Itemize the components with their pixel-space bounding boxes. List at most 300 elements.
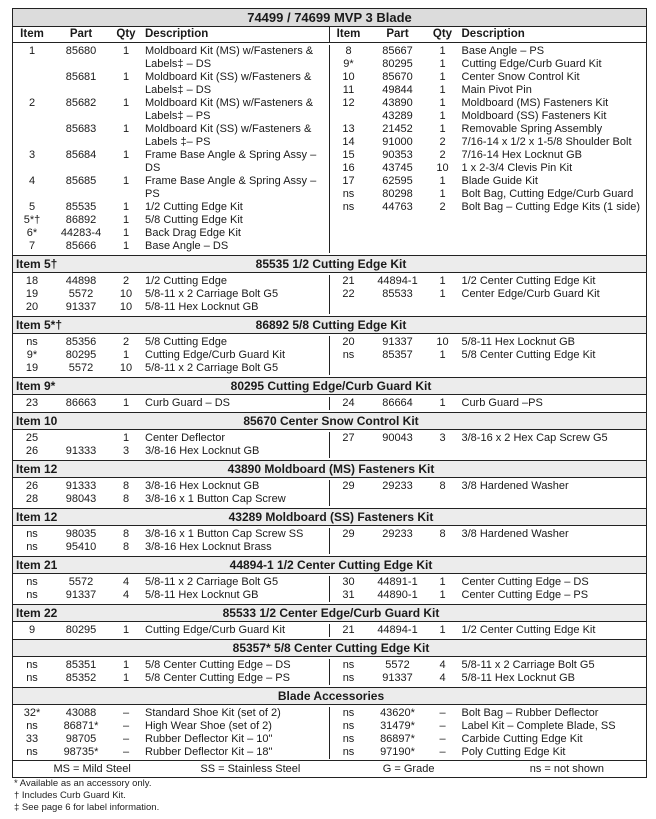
item-number: 32* bbox=[23, 707, 41, 719]
section-left-column bbox=[13, 659, 330, 685]
part-number: 21452 bbox=[382, 123, 413, 135]
quantity: 2 bbox=[439, 201, 446, 213]
section-left-column bbox=[13, 624, 330, 637]
part-number: 80295 bbox=[65, 349, 97, 361]
section-header bbox=[13, 688, 646, 705]
kit-section bbox=[13, 316, 646, 377]
description: Moldboard Kit (SS) w/Fasteners & Labels‡ – DS bbox=[145, 71, 312, 96]
item-number: ns bbox=[26, 720, 38, 732]
quantity: – bbox=[122, 720, 130, 732]
description: Carbide Cutting Edge Kit bbox=[461, 733, 583, 745]
table-row bbox=[330, 746, 647, 759]
section-header bbox=[13, 640, 646, 657]
part-number: 29233 bbox=[382, 480, 413, 492]
item-number: 27 bbox=[342, 432, 355, 444]
table-row bbox=[13, 227, 329, 240]
description: Cutting Edge/Curb Guard Kit bbox=[145, 624, 286, 636]
table-row bbox=[13, 97, 329, 123]
section-left-column bbox=[13, 275, 330, 314]
part-number: 43745 bbox=[382, 162, 413, 174]
part-number: 91337 bbox=[65, 301, 97, 313]
item-number: 9* bbox=[26, 349, 38, 361]
section-item-label: Item 10 bbox=[16, 414, 58, 428]
section-title: Blade Accessories bbox=[277, 689, 385, 703]
section-left-column bbox=[13, 432, 330, 458]
description: Frame Base Angle & Spring Assy – DS bbox=[145, 149, 317, 174]
part-number: 44283-4 bbox=[60, 227, 102, 239]
description: 3/8-16 x 1 Button Cap Screw SS bbox=[145, 528, 304, 540]
table-row bbox=[13, 201, 329, 214]
section-header bbox=[13, 256, 646, 273]
part-number: 85682 bbox=[65, 97, 97, 109]
quantity: 1 bbox=[439, 589, 446, 601]
part-number: 85683 bbox=[65, 123, 97, 135]
section-right-column bbox=[330, 624, 647, 637]
table-row bbox=[330, 275, 647, 288]
table-row bbox=[330, 288, 647, 301]
description: 5/8 Center Cutting Edge Kit bbox=[461, 349, 596, 361]
item-number: 4 bbox=[28, 175, 36, 187]
description: 5/8-11 Hex Locknut GB bbox=[145, 589, 259, 601]
table-row bbox=[13, 659, 329, 672]
table-row bbox=[13, 397, 329, 410]
description: 5/8 Cutting Edge Kit bbox=[145, 214, 243, 226]
legend-ss: SS = Stainless Steel bbox=[200, 763, 301, 775]
description: Base Angle – DS bbox=[145, 240, 229, 252]
description: Blade Guide Kit bbox=[461, 175, 538, 187]
table-row bbox=[330, 136, 647, 149]
item-number: ns bbox=[26, 576, 38, 588]
item-number: ns bbox=[342, 746, 355, 758]
quantity: 4 bbox=[439, 659, 446, 671]
part-number: 86664 bbox=[382, 397, 413, 409]
kit-section bbox=[13, 508, 646, 556]
item-number: 29 bbox=[342, 480, 355, 492]
item-number: 33 bbox=[25, 733, 39, 745]
item-number: 26 bbox=[25, 445, 39, 457]
item-number: 18 bbox=[25, 275, 39, 287]
quantity: 1 bbox=[122, 214, 130, 226]
quantity: 3 bbox=[122, 445, 130, 457]
part-number: 85684 bbox=[65, 149, 97, 161]
quantity: 1 bbox=[122, 240, 130, 252]
item-number: ns bbox=[342, 707, 355, 719]
quantity: 8 bbox=[122, 480, 130, 492]
item-number: 12 bbox=[342, 97, 355, 109]
item-number: 20 bbox=[25, 301, 39, 313]
table-row bbox=[330, 733, 647, 746]
item-number: 26 bbox=[25, 480, 39, 492]
kit-section bbox=[13, 460, 646, 508]
part-number: 91000 bbox=[382, 136, 413, 148]
section-right-column bbox=[330, 432, 647, 458]
quantity: 1 bbox=[439, 110, 446, 122]
item-number: 20 bbox=[342, 336, 355, 348]
part-number: 85533 bbox=[382, 288, 413, 300]
description: 7/16-14 x 1/2 x 1-5/8 Shoulder Bolt bbox=[461, 136, 632, 148]
table-row bbox=[330, 201, 647, 214]
description: 3/8 Hardened Washer bbox=[461, 480, 569, 492]
table-row bbox=[330, 123, 647, 136]
part-number: 85666 bbox=[65, 240, 97, 252]
table-row bbox=[13, 707, 329, 720]
quantity: 10 bbox=[436, 162, 449, 174]
section-item-label: Item 21 bbox=[16, 558, 58, 572]
description: 7/16-14 Hex Locknut GB bbox=[461, 149, 582, 161]
table-row bbox=[330, 175, 647, 188]
part-number: 43088 bbox=[65, 707, 97, 719]
table-row bbox=[13, 589, 329, 602]
part-number: 5572 bbox=[68, 362, 94, 374]
table-row bbox=[13, 288, 329, 301]
section-item-label: Item 9* bbox=[16, 379, 56, 393]
section-left-column bbox=[13, 576, 330, 602]
description: 3/8-16 Hex Locknut Brass bbox=[145, 541, 272, 553]
table-row bbox=[13, 624, 329, 637]
item-number: 1 bbox=[28, 45, 36, 57]
table-row bbox=[13, 672, 329, 685]
description: Center Deflector bbox=[145, 432, 226, 444]
quantity: 10 bbox=[119, 288, 133, 300]
item-number: 5 bbox=[28, 201, 36, 213]
quantity: 10 bbox=[119, 362, 133, 374]
quantity: 1 bbox=[439, 123, 446, 135]
description: Back Drag Edge Kit bbox=[145, 227, 241, 239]
table-row bbox=[330, 624, 647, 637]
description: Cutting Edge/Curb Guard Kit bbox=[145, 349, 286, 361]
part-number: 91333 bbox=[65, 445, 97, 457]
quantity: 1 bbox=[122, 659, 130, 671]
section-title: 85357* 5/8 Center Cutting Edge Kit bbox=[232, 641, 430, 655]
quantity: 8 bbox=[122, 528, 130, 540]
quantity: 1 bbox=[439, 58, 446, 70]
section-header bbox=[13, 317, 646, 334]
description: Center Edge/Curb Guard Kit bbox=[461, 288, 600, 300]
description: 3/8-16 x 1 Button Cap Screw bbox=[145, 493, 286, 505]
item-number: ns bbox=[342, 659, 355, 671]
item-number: 5*† bbox=[23, 214, 41, 226]
item-number: 8 bbox=[345, 45, 352, 57]
table-row bbox=[330, 659, 647, 672]
col-part: Part bbox=[386, 28, 409, 40]
section-header bbox=[13, 461, 646, 478]
item-number: 29 bbox=[342, 528, 355, 540]
part-number: 98043 bbox=[65, 493, 97, 505]
col-item: Item bbox=[336, 28, 361, 40]
section-title: 44894-1 1/2 Center Cutting Edge Kit bbox=[229, 558, 433, 572]
item-number: ns bbox=[26, 541, 38, 553]
quantity: 1 bbox=[122, 349, 130, 361]
item-number: 19 bbox=[25, 288, 39, 300]
table-row bbox=[13, 214, 329, 227]
part-number: 85685 bbox=[65, 175, 97, 187]
description: Main Pivot Pin bbox=[461, 84, 532, 96]
section-right-column bbox=[330, 336, 647, 375]
item-number: ns bbox=[26, 589, 38, 601]
description: 5/8-11 x 2 Carriage Bolt G5 bbox=[145, 288, 279, 300]
section-title: 85533 1/2 Center Edge/Curb Guard Kit bbox=[222, 606, 440, 620]
item-number: 17 bbox=[342, 175, 355, 187]
part-number: 44894-1 bbox=[377, 624, 418, 636]
table-row bbox=[13, 541, 329, 554]
table-row bbox=[13, 301, 329, 314]
section-right-column bbox=[330, 659, 647, 685]
description: 5/8 Center Cutting Edge – PS bbox=[145, 672, 290, 684]
section-left-column bbox=[13, 397, 330, 410]
item-number: 24 bbox=[342, 397, 355, 409]
quantity: 8 bbox=[122, 541, 130, 553]
table-row bbox=[13, 349, 329, 362]
description: Center Cutting Edge – DS bbox=[461, 576, 589, 588]
part-number: 85670 bbox=[382, 71, 413, 83]
section-item-label: Item 12 bbox=[16, 510, 58, 524]
kit-section bbox=[13, 639, 646, 687]
part-number: 98705 bbox=[65, 733, 97, 745]
table-row bbox=[13, 275, 329, 288]
part-number: 5572 bbox=[68, 288, 94, 300]
table-row bbox=[13, 123, 329, 149]
table-row bbox=[330, 707, 647, 720]
main-left-column bbox=[13, 45, 330, 253]
table-row bbox=[13, 336, 329, 349]
description: Moldboard (SS) Fasteners Kit bbox=[461, 110, 607, 122]
part-number: 29233 bbox=[382, 528, 413, 540]
description: Moldboard Kit (MS) w/Fasteners & Labels‡ – DS bbox=[145, 45, 314, 70]
quantity: 1 bbox=[439, 349, 446, 361]
description: Rubber Deflector Kit – 10" bbox=[145, 733, 273, 745]
description: Frame Base Angle & Spring Assy – PS bbox=[145, 175, 317, 200]
col-desc: Description bbox=[461, 28, 525, 40]
part-number: 85356 bbox=[65, 336, 97, 348]
section-header bbox=[13, 605, 646, 622]
part-number: 44890-1 bbox=[377, 589, 418, 601]
section-right-column bbox=[330, 480, 647, 506]
item-number: 30 bbox=[342, 576, 355, 588]
item-number: 14 bbox=[342, 136, 355, 148]
kit-section bbox=[13, 255, 646, 316]
table-row bbox=[330, 589, 647, 602]
table-row bbox=[330, 97, 647, 110]
section-left-column bbox=[13, 707, 330, 759]
section-item-label: Item 12 bbox=[16, 462, 58, 476]
part-number: 85357 bbox=[382, 349, 413, 361]
table-row bbox=[13, 493, 329, 506]
item-number: 9* bbox=[343, 58, 354, 70]
item-number bbox=[13, 71, 51, 97]
description: Bolt Bag – Cutting Edge Kits (1 side) bbox=[461, 201, 641, 213]
description: 5/8-11 Hex Locknut GB bbox=[461, 672, 576, 684]
part-number: 85667 bbox=[382, 45, 413, 57]
quantity: 1 bbox=[439, 45, 446, 57]
item-number bbox=[330, 110, 368, 123]
item-number: ns bbox=[26, 672, 38, 684]
description: Bolt Bag, Cutting Edge/Curb Guard bbox=[461, 188, 634, 200]
quantity: 4 bbox=[439, 672, 446, 684]
abbreviation-legend bbox=[12, 760, 647, 778]
description: 3/8 Hardened Washer bbox=[461, 528, 569, 540]
quantity: 4 bbox=[122, 576, 130, 588]
part-number: 44898 bbox=[65, 275, 97, 287]
description: 5/8-11 x 2 Carriage Bolt G5 bbox=[461, 659, 595, 671]
description: Base Angle – PS bbox=[461, 45, 545, 57]
kit-section bbox=[13, 687, 646, 761]
part-number: 80295 bbox=[382, 58, 413, 70]
table-row bbox=[330, 110, 647, 123]
footnote: † Includes Curb Guard Kit. bbox=[14, 790, 126, 801]
item-number: 31 bbox=[342, 589, 355, 601]
item-number: 21 bbox=[342, 275, 355, 287]
part-number: 91337 bbox=[65, 589, 97, 601]
item-number: 13 bbox=[342, 123, 355, 135]
description: High Wear Shoe (set of 2) bbox=[145, 720, 272, 732]
description: Moldboard (MS) Fasteners Kit bbox=[461, 97, 609, 109]
description: 1/2 Cutting Edge bbox=[145, 275, 227, 287]
part-number: 5572 bbox=[68, 576, 94, 588]
description: Moldboard Kit (MS) w/Fasteners & Labels‡ – PS bbox=[145, 97, 314, 122]
item-number: 15 bbox=[342, 149, 355, 161]
col-item: Item bbox=[20, 28, 44, 40]
sub-kits bbox=[13, 255, 646, 761]
section-title: 86892 5/8 Cutting Edge Kit bbox=[255, 318, 407, 332]
quantity: 1 bbox=[122, 45, 130, 57]
part-number: 80298 bbox=[382, 188, 413, 200]
quantity: 1 bbox=[122, 432, 130, 444]
quantity: – bbox=[439, 733, 446, 745]
quantity: 1 bbox=[122, 227, 130, 239]
table-row bbox=[330, 480, 647, 493]
description: 3/8-16 Hex Locknut GB bbox=[145, 480, 260, 492]
item-number: 23 bbox=[25, 397, 39, 409]
part-number: 85535 bbox=[65, 201, 97, 213]
quantity: 1 bbox=[439, 71, 446, 83]
section-header bbox=[13, 509, 646, 526]
section-item-label bbox=[13, 688, 126, 704]
quantity: 4 bbox=[122, 589, 130, 601]
quantity: – bbox=[439, 720, 446, 732]
part-number: 85681 bbox=[65, 71, 97, 83]
item-number: 21 bbox=[342, 624, 355, 636]
part-number: 90043 bbox=[382, 432, 413, 444]
table-row bbox=[13, 528, 329, 541]
section-item-label: Item 5*† bbox=[16, 318, 63, 332]
section-header bbox=[13, 378, 646, 395]
table-row bbox=[330, 528, 647, 541]
section-title: 43289 Moldboard (SS) Fasteners Kit bbox=[228, 510, 434, 524]
quantity: 1 bbox=[122, 397, 130, 409]
description: 5/8 Center Cutting Edge – DS bbox=[145, 659, 291, 671]
table-row bbox=[13, 149, 329, 175]
item-number: ns bbox=[342, 349, 355, 361]
table-row bbox=[330, 576, 647, 589]
table-row bbox=[13, 746, 329, 759]
part-number: 5572 bbox=[385, 659, 410, 671]
quantity: 1 bbox=[122, 672, 130, 684]
item-number: 3 bbox=[28, 149, 36, 161]
description: 5/8-11 Hex Locknut GB bbox=[461, 336, 576, 348]
part-number bbox=[51, 432, 111, 445]
part-number: 90353 bbox=[382, 149, 413, 161]
quantity: 2 bbox=[439, 136, 446, 148]
description: Cutting Edge/Curb Guard Kit bbox=[461, 58, 602, 70]
col-desc: Description bbox=[145, 28, 209, 40]
legend-ns: ns = not shown bbox=[529, 763, 605, 775]
description: 1/2 Cutting Edge Kit bbox=[145, 201, 243, 213]
description: Label Kit – Complete Blade, SS bbox=[461, 720, 616, 732]
table-row bbox=[13, 576, 329, 589]
table-row bbox=[330, 397, 647, 410]
description: Removable Spring Assembly bbox=[461, 123, 603, 135]
table-row bbox=[330, 71, 647, 84]
section-right-column bbox=[330, 528, 647, 554]
part-number: 44894-1 bbox=[377, 275, 418, 287]
quantity: 1 bbox=[439, 275, 446, 287]
part-number: 44891-1 bbox=[377, 576, 418, 588]
table-row bbox=[330, 45, 647, 58]
section-left-column bbox=[13, 480, 330, 506]
description: Bolt Bag – Rubber Deflector bbox=[461, 707, 599, 719]
quantity: – bbox=[439, 746, 446, 758]
section-header bbox=[13, 557, 646, 574]
section-right-column bbox=[330, 576, 647, 602]
quantity: 2 bbox=[122, 336, 130, 348]
item-number: ns bbox=[342, 188, 355, 200]
table-row bbox=[330, 349, 647, 362]
table-row bbox=[330, 672, 647, 685]
table-row bbox=[330, 720, 647, 733]
part-number: 62595 bbox=[382, 175, 413, 187]
item-number: 28 bbox=[25, 493, 39, 505]
table-row bbox=[13, 733, 329, 746]
description: Moldboard Kit (SS) w/Fasteners & Labels ‡– PS bbox=[145, 123, 312, 148]
page-title: 74499 / 74699 MVP 3 Blade bbox=[13, 9, 646, 27]
col-qty: Qty bbox=[116, 28, 136, 40]
item-number: ns bbox=[342, 720, 355, 732]
part-number: 80295 bbox=[65, 624, 97, 636]
part-number: 91337 bbox=[382, 336, 413, 348]
table-row bbox=[13, 240, 329, 253]
table-row bbox=[13, 362, 329, 375]
part-number: 31479* bbox=[380, 720, 415, 732]
description: Center Snow Control Kit bbox=[461, 71, 580, 83]
table-row bbox=[13, 445, 329, 458]
kit-section bbox=[13, 377, 646, 412]
item-number bbox=[13, 123, 51, 149]
part-number: 98735* bbox=[63, 746, 99, 758]
section-item-label: Item 22 bbox=[16, 606, 58, 620]
quantity: 1 bbox=[439, 84, 446, 96]
col-part: Part bbox=[69, 28, 93, 40]
part-number: 95410 bbox=[65, 541, 97, 553]
description: 1/2 Center Cutting Edge Kit bbox=[461, 624, 596, 636]
quantity: 1 bbox=[439, 624, 446, 636]
quantity: 2 bbox=[439, 149, 446, 161]
quantity: 3 bbox=[439, 432, 446, 444]
kit-section bbox=[13, 412, 646, 460]
col-qty: Qty bbox=[432, 28, 453, 40]
quantity: 1 bbox=[122, 123, 130, 135]
quantity: 1 bbox=[122, 175, 130, 187]
section-header bbox=[13, 413, 646, 430]
part-number: 43620* bbox=[380, 707, 415, 719]
quantity: 1 bbox=[122, 201, 130, 213]
section-title: 85670 Center Snow Control Kit bbox=[243, 414, 419, 428]
item-number: 2 bbox=[28, 97, 36, 109]
table-row bbox=[13, 71, 329, 97]
part-number: 86892 bbox=[65, 214, 97, 226]
item-number: 6* bbox=[26, 227, 38, 239]
description: Poly Cutting Edge Kit bbox=[461, 746, 566, 758]
part-number: 85680 bbox=[65, 45, 97, 57]
